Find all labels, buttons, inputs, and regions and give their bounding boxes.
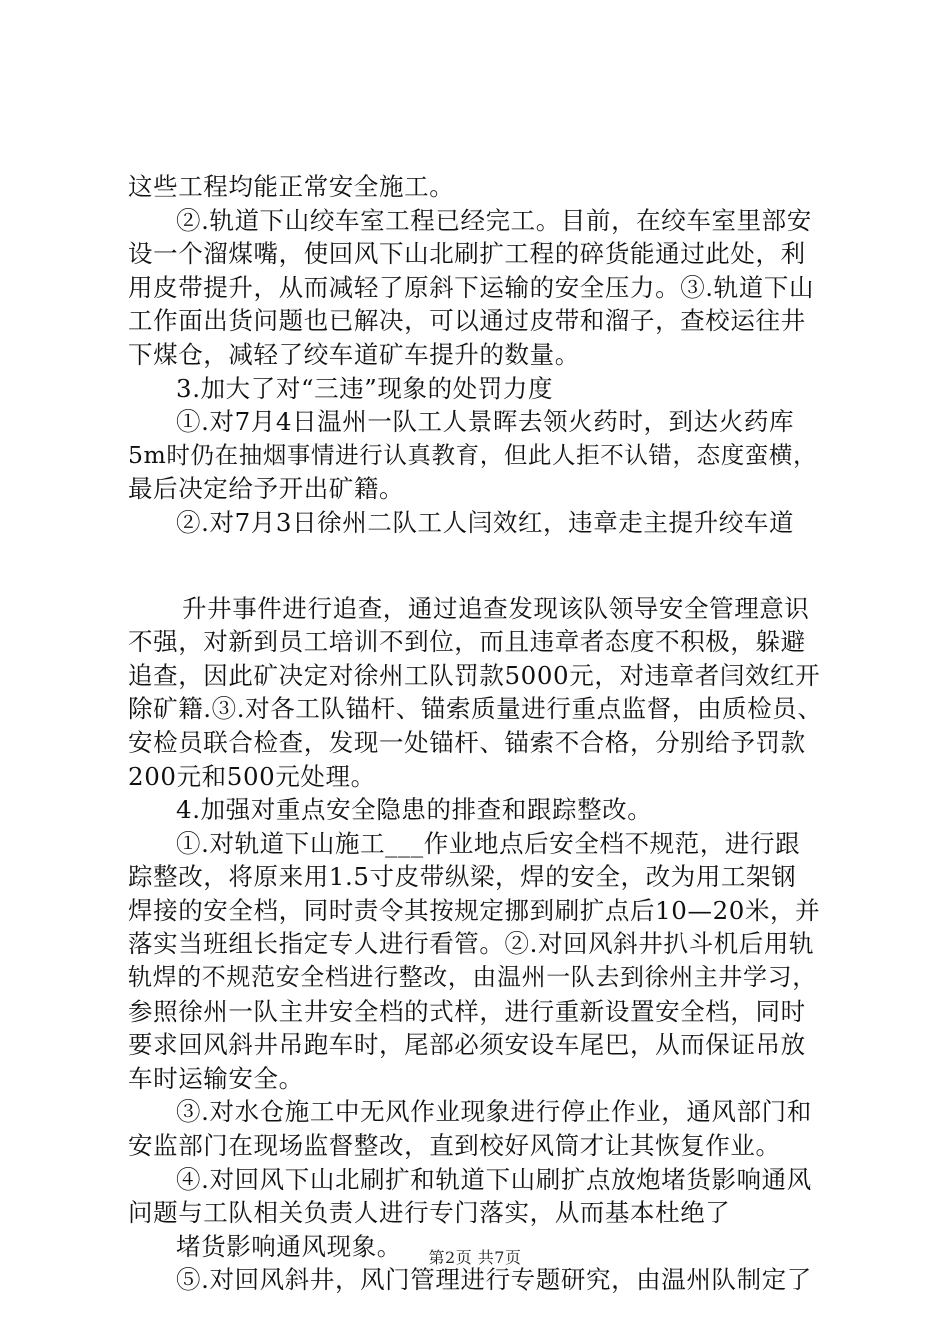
text-line: 用皮带提升，从而减轻了原斜下运输的安全压力。③.轨道下山 xyxy=(128,272,815,302)
text-line: ①.对轨道下山施工___作业地点后安全档不规范，进行跟 xyxy=(176,828,801,858)
text-line: ①.对7月4日温州一队工人景晖去领火药时，到达火药库 xyxy=(176,407,795,437)
text-line: 落实当班组长指定专人进行看管。②.对回风斜井扒斗机后用轨 xyxy=(128,929,815,959)
section-heading: 3.加大了对“三违”现象的处罚力度 xyxy=(176,373,554,403)
text-line: 安监部门在现场监督整改，直到校好风筒才让其恢复作业。 xyxy=(128,1131,781,1161)
text-line: 要求回风斜井吊跑车时，尾部必须安设车尾巴，从而保证吊放 xyxy=(128,1030,806,1060)
document-body xyxy=(128,170,828,1297)
text-line: ③.对水仓施工中无风作业现象进行停止作业，通风部门和 xyxy=(176,1097,812,1127)
text-line: 最后决定给予开出矿籍。 xyxy=(128,474,405,504)
text-line: ④.对回风下山北刷扩和轨道下山刷扩点放炮堵货影响通风 xyxy=(176,1164,812,1194)
text-line: ②.轨道下山绞车室工程已经完工。目前，在绞车室里部安 xyxy=(176,205,812,235)
text-line: 堵货影响通风现象。 xyxy=(176,1231,402,1261)
text-line: 追查，因此矿决定对徐州工队罚款5000元，对违章者闫效红开 xyxy=(128,660,821,690)
text-line: ⑤.对回风斜井，风门管理进行专题研究，由温州队制定了 xyxy=(176,1265,812,1295)
section-heading: 4.加强对重点安全隐患的排查和跟踪整改。 xyxy=(176,795,653,825)
text-line: 焊接的安全档，同时责令其按规定挪到刷扩点后10—20米，并 xyxy=(128,895,821,925)
text-line: 200元和500元处理。 xyxy=(128,761,376,791)
paragraph-gap xyxy=(128,540,828,592)
text-line: 轨焊的不规范安全档进行整改，由温州一队去到徐州主井学习， xyxy=(128,963,817,992)
text-line: 踪整改，将原来用1.5寸皮带纵梁，焊的安全，改为用工架钢 xyxy=(128,862,797,892)
text-line: 5m时仍在抽烟事情进行认真教育，但此人拒不认错，态度蛮横， xyxy=(128,440,818,469)
page-number-footer: 第2页 共7页 xyxy=(428,1248,522,1267)
text-line: 设一个溜煤嘴，使回风下山北刷扩工程的碎货能通过此处，利 xyxy=(128,239,806,269)
text-line: 参照徐州一队主井安全档的式样，进行重新设置安全档，同时 xyxy=(128,996,806,1026)
text-line: 问题与工队相关负责人进行专门落实，从而基本杜绝了 xyxy=(128,1198,731,1228)
text-line: 车时运输安全。 xyxy=(128,1063,304,1093)
text-line: 不强，对新到员工培训不到位，而且违章者态度不积极，躲避 xyxy=(128,627,806,657)
text-line: 升井事件进行追查，通过追查发现该队领导安全管理意识 xyxy=(182,593,810,623)
text-line: 安检员联合检查，发现一处锚杆、锚索不合格，分别给予罚款 xyxy=(128,727,806,757)
text-line: ②.对7月3日徐州二队工人闫效红，违章走主提升绞车道 xyxy=(176,507,795,537)
text-line: 工作面出货问题也已解决，可以通过皮带和溜子，查校运往井 xyxy=(128,306,806,336)
text-line: 除矿籍.③.对各工队锚杆、锚索质量进行重点监督，由质检员、 xyxy=(128,694,823,724)
text-line: 下煤仓，减轻了绞车道矿车提升的数量。 xyxy=(128,339,580,369)
text-line: 这些工程均能正常安全施工。 xyxy=(128,172,455,201)
